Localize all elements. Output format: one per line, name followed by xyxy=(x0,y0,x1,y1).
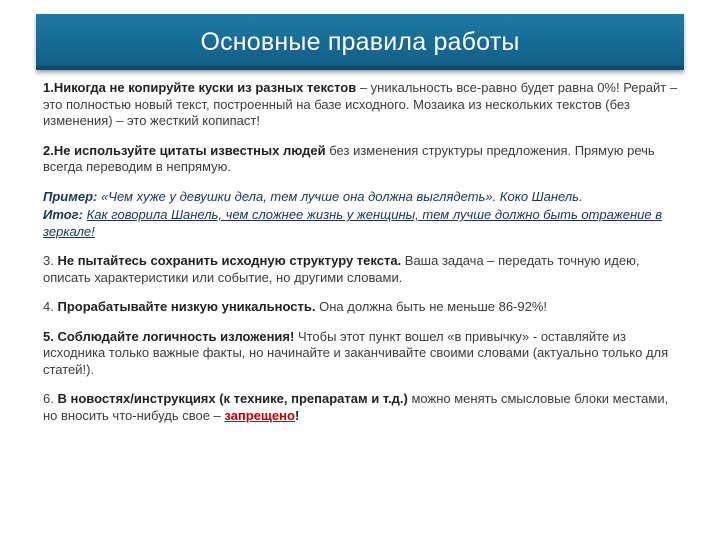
rule-3-text: Ваша задача – передать точную идею, описать характеристики или событие, но другими словами. xyxy=(43,253,640,285)
rule-1-text: – уникальность все-равно будет равна 0%! Рерайт – это полностью новый текст, построенный на базе исходного. Мозаика из нескольких текстов (без изменения) – это жесткий копипаст! xyxy=(43,80,678,128)
result-label: Итог: xyxy=(43,207,83,222)
rule-5-heading: 5. Соблюдайте логичность изложения! xyxy=(43,328,295,344)
rule-2-heading: 2.Не используйте цитаты известных людей xyxy=(43,142,326,158)
result-text: Как говорила Шанель, чем сложнее жизнь у женщины, тем лучше должно быть отражение в зеркале! xyxy=(43,207,662,239)
rule-3 xyxy=(43,253,683,286)
example-label: Пример: xyxy=(43,188,98,204)
rule-4 xyxy=(43,299,683,316)
forbidden-word: запрещено xyxy=(224,407,295,423)
example xyxy=(43,189,683,206)
rule-4-number: 4. xyxy=(43,299,58,314)
title-banner xyxy=(36,14,684,70)
rule-4-text: Она должна быть не меньше 86-92%! xyxy=(315,299,548,314)
rule-6 xyxy=(43,391,683,424)
rule-6-number: 6. xyxy=(43,391,58,406)
rule-3-heading: Не пытайтесь сохранить исходную структуру текста. xyxy=(57,253,402,268)
rule-1 xyxy=(43,80,683,130)
rule-1-heading: 1.Никогда не копируйте куски из разных текстов xyxy=(43,80,357,95)
rule-2-text: без изменения структуры предложения. Прямую речь всегда переводим в непрямую. xyxy=(43,142,655,174)
rule-6-end: ! xyxy=(294,407,300,423)
example-text: «Чем хуже у девушки дела, тем лучше она должна выглядеть». Коко Шанель. xyxy=(97,188,583,204)
rules-content xyxy=(43,80,683,437)
slide-title: Основные правила работы xyxy=(200,27,520,56)
rule-3-number: 3. xyxy=(43,253,58,268)
rule-5 xyxy=(43,329,683,379)
rule-6-text: можно менять смысловые блоки местами, но вносить что-нибудь свое – xyxy=(43,391,669,423)
rule-5-text: Чтобы этот пункт вошел «в привычку» - оставляйте из исходника только важные факты, но начинайте и заканчивайте своими словами (актуально только для статей!). xyxy=(43,328,669,377)
rule-2 xyxy=(43,143,683,176)
result xyxy=(43,207,683,240)
rule-4-heading: Прорабатывайте низкую уникальность. xyxy=(57,299,316,314)
rule-6-heading: В новостях/инструкциях (к технике, препаратам и т.д.) xyxy=(57,391,408,406)
